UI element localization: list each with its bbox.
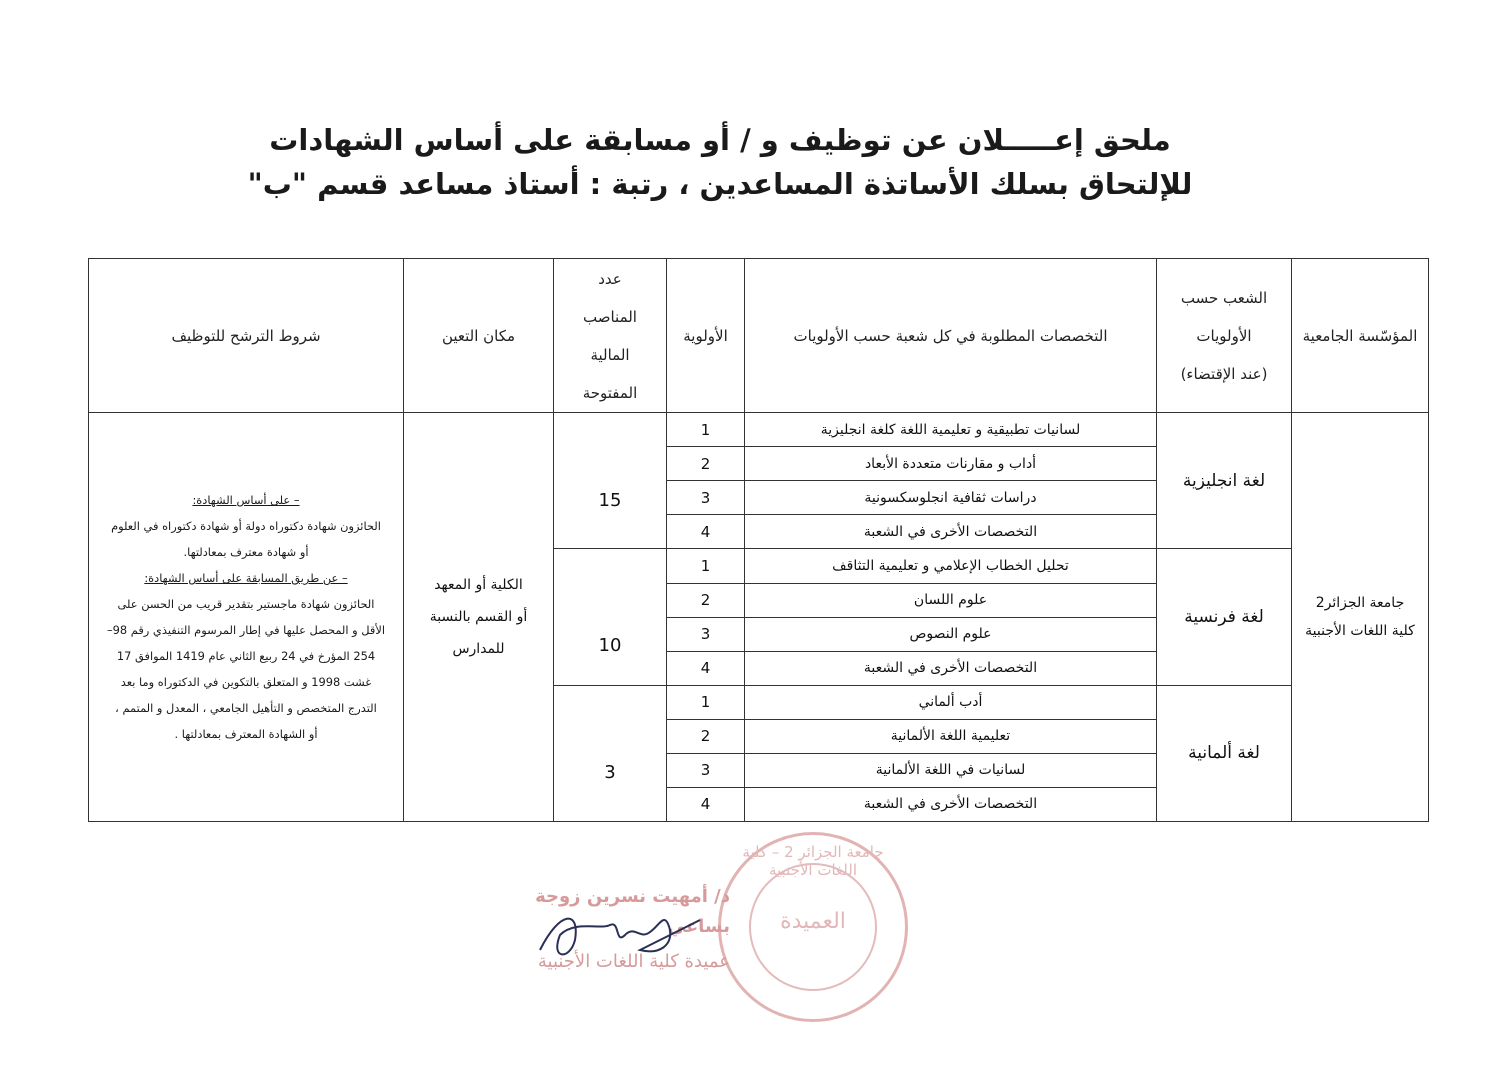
priority-cell: 2 (667, 583, 745, 617)
specialty-cell: التخصصات الأخرى في الشعبة (745, 651, 1157, 685)
header-institution: المؤسّسة الجامعية (1292, 259, 1429, 413)
place-cell: الكلية أو المعهد أو القسم بالنسبة للمدارس (404, 413, 554, 822)
official-stamp (718, 832, 908, 1022)
header-conditions: شروط الترشح للتوظيف (89, 259, 404, 413)
specialty-cell: تحليل الخطاب الإعلامي و تعليمية التثاقف (745, 549, 1157, 583)
conditions-cell: – على أساس الشهادة: الحائزون شهادة دكتوراه دولة أو شهادة دكتوراه في العلوم أو شهادة معترف بمعادلتها. – عن طريق المسابقة على أساس الشهادة: الحائزون شهادة ماجستير بتقدير قريب من الحسن على الأقل و المحصل عليها في إطار المرسوم التنفيذي رقم 98– 254 المؤرخ في 24 ربيع الثاني عام 1419 الموافق 17 غشت 1998 و المتعلق بالتكوين في الدكتوراه وما بعد التدرج المتخصص و التأهيل الجامعي ، المعدل و المتمم ، أو الشهادة المعترف بمعادلتها . (89, 413, 404, 822)
specialty-cell: أداب و مقارنات متعددة الأبعاد (745, 447, 1157, 481)
header-place: مكان التعين (404, 259, 554, 413)
header-priority: الأولوية (667, 259, 745, 413)
specialty-cell: التخصصات الأخرى في الشعبة (745, 515, 1157, 549)
posts-german: 3 (554, 685, 667, 821)
signatory-name: د/ أمهيت نسرين زوجة بساعي (535, 886, 730, 937)
stamp-center-text: العميدة (780, 909, 846, 934)
conditions-heading-1: – على أساس الشهادة: (192, 493, 300, 508)
priority-cell: 2 (667, 719, 745, 753)
branch-french: لغة فرنسية (1157, 549, 1292, 685)
header-specialties: التخصصات المطلوبة في كل شعبة حسب الأولويات (745, 259, 1157, 413)
priority-cell: 4 (667, 787, 745, 821)
specialty-cell: دراسات ثقافية انجلوسكسونية (745, 481, 1157, 515)
specialty-cell: لسانيات في اللغة الألمانية (745, 753, 1157, 787)
priority-cell: 1 (667, 413, 745, 447)
title-line-2: للإلتحاق بسلك الأساتذة المساعدين ، رتبة : أستاذ مساعد قسم "ب" (247, 167, 1193, 201)
specialty-cell: علوم النصوص (745, 617, 1157, 651)
priority-cell: 1 (667, 685, 745, 719)
table-row (89, 413, 1429, 447)
posts-french: 10 (554, 549, 667, 685)
signature-stroke (540, 919, 700, 955)
header-branches: الشعب حسب الأولويات (عند الإقتضاء) (1157, 259, 1292, 413)
document-title (150, 118, 1290, 206)
specialty-cell: أدب ألماني (745, 685, 1157, 719)
specialty-cell: علوم اللسان (745, 583, 1157, 617)
priority-cell: 1 (667, 549, 745, 583)
header-posts: عدد المناصب المالية المفتوحة (554, 259, 667, 413)
branch-english: لغة انجليزية (1157, 413, 1292, 549)
priority-cell: 4 (667, 515, 745, 549)
specialty-cell: التخصصات الأخرى في الشعبة (745, 787, 1157, 821)
specialty-cell: لسانيات تطبيقية و تعليمية اللغة كلغة انجليزية (745, 413, 1157, 447)
recruitment-table (88, 258, 1429, 822)
specialty-cell: تعليمية اللغة الألمانية (745, 719, 1157, 753)
stamp-ring-text: جامعة الجزائر 2 – كلية اللغات الأجنبية (742, 843, 884, 879)
priority-cell: 3 (667, 753, 745, 787)
conditions-heading-2: – عن طريق المسابقة على أساس الشهادة: (144, 571, 348, 586)
institution-cell: جامعة الجزائر2 كلية اللغات الأجنبية (1292, 413, 1429, 822)
handwritten-signature (520, 890, 720, 970)
title-line-1: ملحق إعـــــلان عن توظيف و / أو مسابقة على أساس الشهادات (269, 123, 1171, 157)
signatory-role: عميدة كلية اللغات الأجنبية (537, 951, 730, 972)
priority-cell: 4 (667, 651, 745, 685)
posts-english: 15 (554, 413, 667, 549)
priority-cell: 3 (667, 617, 745, 651)
table-header-row (89, 259, 1429, 413)
branch-german: لغة ألمانية (1157, 685, 1292, 821)
priority-cell: 2 (667, 447, 745, 481)
priority-cell: 3 (667, 481, 745, 515)
